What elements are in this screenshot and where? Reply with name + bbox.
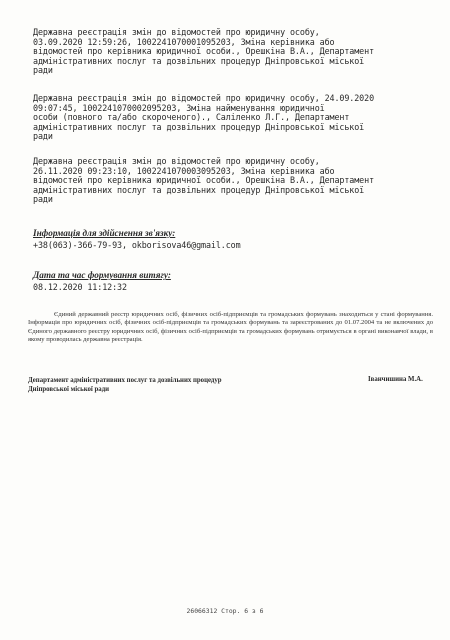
signature-department: Департамент адміністративних послуг та дозвільних процедур Дніпровської міської ради xyxy=(28,377,222,393)
contact-value: +38(063)-366-79-93, okborisova46@gmail.com xyxy=(33,240,241,250)
signature-name: Іванчишина М.А. xyxy=(368,376,423,383)
registration-entry-1: Державна реєстрація змін до відомостей про юридичну особу, 03.09.2020 12:59:26, 1002241070001095203, Зміна керівника або відомостей про керівника юридичної особи., Орешкіна В.А., Департамент адміністративних послуг та дозвільних процедур Дніпровської міської ради xyxy=(33,27,375,76)
registration-entry-2: Державна реєстрація змін до відомостей про юридичну особу, 24.09.2020 09:07:45, 1002241070002095203, Зміна найменування юридичної особи (повного та/або скороченого)., Саліленко Л.Г., Департамент адміністративних послуг та дозвільних процедур Дніпровської міської ради xyxy=(33,93,375,142)
registration-entry-3: Державна реєстрація змін до відомостей про юридичну особу, 26.11.2020 09:23:10, 1002241070003095203, Зміна керівника або відомостей про керівника юридичної особи., Орешкіна В.А., Департамент адміністративних послуг та дозвільних процедур Дніпровської міської ради xyxy=(33,156,375,205)
formed-date-heading: Дата та час формування витягу: xyxy=(33,270,171,280)
page-footer: 26066312 Стор. 6 з 6 xyxy=(186,607,264,615)
formed-date-value: 08.12.2020 11:12:32 xyxy=(33,282,127,292)
registry-notice: Єдиний державний реєстр юридичних осіб, фізичних осіб-підприємців та громадських формувань знаходиться у стані формування. Інформація про юридичних осіб, фізичних осіб-підприємців та громадських формувань та зареєстрованих до 01.07.2004 та не включених до Єдиного державного реєстру юридичних осіб, фізичних осіб-підприємців та громадських формувань отримується в органі виконавчої влади, в якому проводилась державна реєстрація. xyxy=(28,311,433,344)
contact-heading: Інформація для здійснення зв'язку: xyxy=(33,228,176,238)
